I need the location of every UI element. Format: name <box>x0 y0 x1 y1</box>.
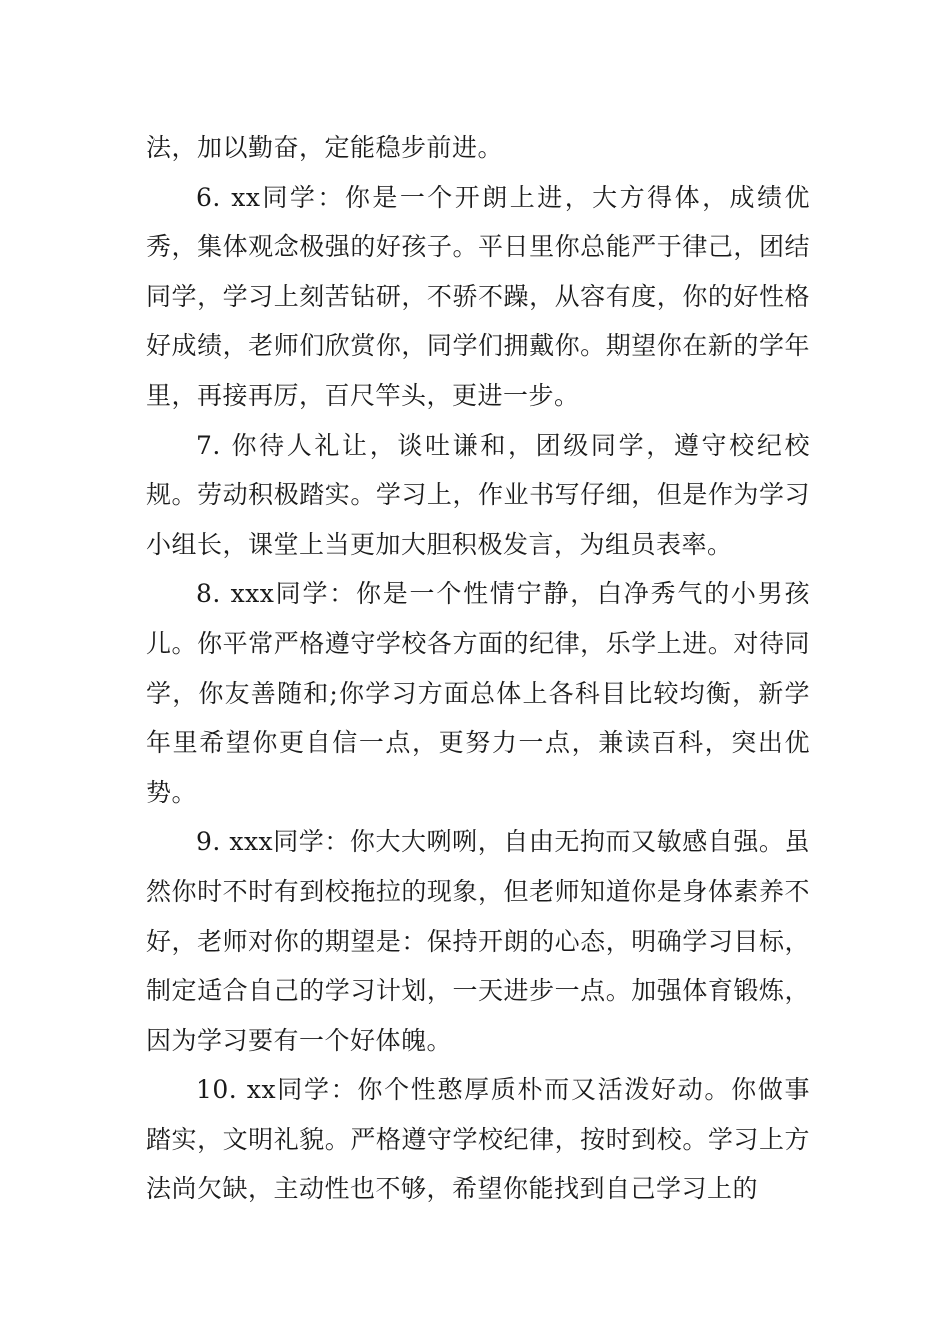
paragraph-10: 10. xx同学：你个性憨厚质朴而又活泼好动。你做事踏实，文明礼貌。严格遵守学校纪律，按时到校。学习上方法尚欠缺，主动性也不够，希望你能找到自己学习上的 <box>146 1075 810 1204</box>
document-body <box>146 123 810 1214</box>
paragraph-9: 9. xxx同学：你大大咧咧，自由无拘而又敏感自强。虽然你时不时有到校拖拉的现象，但老师知道你是身体素养不好，老师对你的期望是：保持开朗的心态，明确学习目标，制定适合自己的学习计划，一天进步一点。加强体育锻炼，因为学习要有一个好体魄。 <box>146 827 810 1055</box>
paragraph-7: 7. 你待人礼让，谈吐谦和，团级同学，遵守校纪校规。劳动积极踏实。学习上，作业书写仔细，但是作为学习小组长，课堂上当更加大胆积极发言，为组员表率。 <box>146 430 810 559</box>
paragraph-5-continuation: 法，加以勤奋，定能稳步前进。 <box>146 133 504 162</box>
paragraph-8: 8. xxx同学：你是一个性情宁静，白净秀气的小男孩儿。你平常严格遵守学校各方面的纪律，乐学上进。对待同学，你友善随和;你学习方面总体上各科目比较均衡，新学年里希望你更自信一点，更努力一点，兼读百科，突出优势。 <box>146 579 810 807</box>
paragraph-6: 6. xx同学：你是一个开朗上进，大方得体，成绩优秀，集体观念极强的好孩子。平日里你总能严于律己，团结同学，学习上刻苦钻研，不骄不躁，从容有度，你的好性格好成绩，老师们欣赏你，同学们拥戴你。期望你在新的学年里，再接再厉，百尺竿头，更进一步。 <box>146 182 810 410</box>
